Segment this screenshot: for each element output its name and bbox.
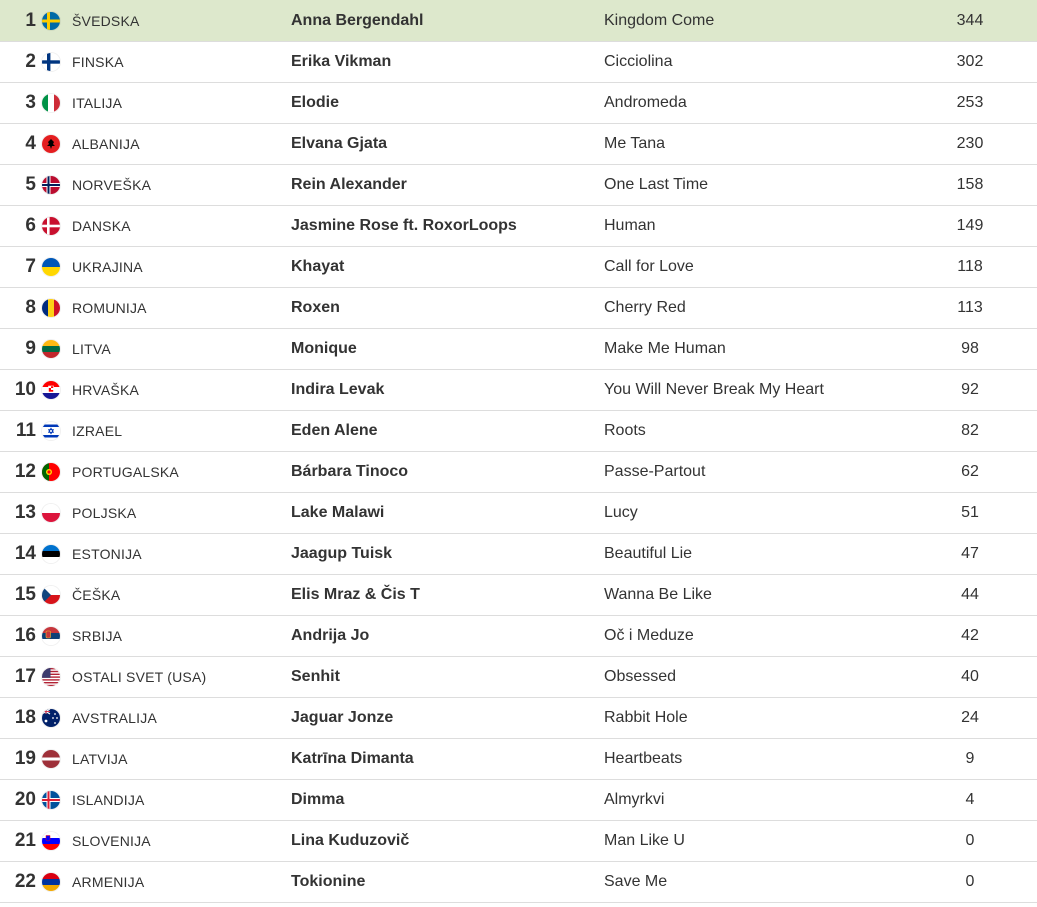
table-row [0,329,1037,370]
country-name: AVSTRALIJA [72,710,157,726]
points-value: 40 [961,668,979,685]
artist-name: Eden Alene [291,422,378,439]
artist-name: Elodie [291,94,340,111]
rs-flag-icon [42,627,60,645]
artist-name: Indira Levak [291,381,385,398]
rank-number: 21 [14,830,36,851]
country-name: PORTUGALSKA [72,464,179,480]
table-row [0,657,1037,698]
points-value: 158 [956,176,984,193]
artist-name: Tokionine [291,873,366,890]
song-title: You Will Never Break My Heart [604,381,824,398]
table-row [0,83,1037,124]
points-value: 149 [956,217,984,234]
am-flag-icon [42,873,60,891]
rank-number: 2 [25,51,36,72]
points-value: 47 [961,545,979,562]
artist-name: Andrija Jo [291,627,370,644]
table-row [0,124,1037,165]
country-name: ROMUNIJA [72,300,147,316]
table-row [0,42,1037,83]
rank-number: 15 [14,584,36,605]
lt-flag-icon [42,340,60,358]
artist-name: Lake Malawi [291,504,385,521]
us-flag-icon [42,668,60,686]
rank-number: 8 [25,297,36,318]
country-name: LITVA [72,341,111,357]
it-flag-icon [42,94,60,112]
ro-flag-icon [42,299,60,317]
rank-number: 9 [25,338,36,359]
song-title: One Last Time [604,176,709,193]
si-flag-icon [42,832,60,850]
cz-flag-icon [42,586,60,604]
artist-name: Katrīna Dimanta [291,750,414,767]
is-flag-icon [42,791,60,809]
song-title: Heartbeats [604,750,683,767]
points-value: 24 [961,709,979,726]
country-name: NORVEŠKA [72,177,152,193]
artist-name: Roxen [291,299,340,316]
points-value: 253 [956,94,984,111]
points-value: 4 [965,791,975,808]
table-row [0,739,1037,780]
song-title: Save Me [604,873,668,890]
no-flag-icon [42,176,60,194]
points-value: 113 [957,299,983,316]
song-title: Rabbit Hole [604,709,688,726]
song-title: Human [604,217,656,234]
rank-number: 7 [25,256,36,277]
artist-name: Monique [291,340,357,357]
rank-number: 16 [14,625,36,646]
country-name: SLOVENIJA [72,833,151,849]
table-row [0,370,1037,411]
artist-name: Elis Mraz & Čis T [291,586,420,603]
table-row [0,247,1037,288]
artist-name: Senhit [291,668,340,685]
country-name: ISLANDIJA [72,792,145,808]
points-value: 302 [956,53,984,70]
artist-name: Erika Vikman [291,53,392,70]
song-title: Beautiful Lie [604,545,693,562]
country-name: ALBANIJA [72,136,140,152]
table-row [0,780,1037,821]
points-value: 62 [961,463,979,480]
song-title: Andromeda [604,94,687,111]
artist-name: Khayat [291,258,345,275]
artist-name: Dimma [291,791,345,808]
table-row [0,616,1037,657]
table-row [0,534,1037,575]
rank-number: 5 [25,174,36,195]
table-row [0,862,1037,903]
song-title: Oč i Meduze [604,627,694,644]
country-name: ŠVEDSKA [72,12,140,29]
song-title: Lucy [604,504,638,521]
rank-number: 18 [14,707,36,728]
points-value: 51 [961,504,979,521]
song-title: Man Like U [604,832,685,849]
rank-number: 11 [15,420,36,441]
se-flag-icon [42,12,60,30]
rank-number: 17 [14,666,36,687]
ee-flag-icon [42,545,60,563]
song-title: Almyrkvi [604,791,665,808]
rank-number: 4 [25,133,36,154]
points-value: 344 [956,11,984,29]
song-title: Passe-Partout [604,463,706,480]
points-value: 42 [961,627,979,644]
country-name: FINSKA [72,54,124,70]
rank-number: 10 [14,379,36,400]
country-name: DANSKA [72,218,131,234]
table-row [0,411,1037,452]
artist-name: Elvana Gjata [291,135,388,152]
artist-name: Rein Alexander [291,176,407,193]
points-value: 92 [961,381,979,398]
rank-number: 12 [14,461,36,482]
points-value: 118 [957,258,983,275]
points-value: 0 [965,832,975,849]
country-name: ARMENIJA [72,874,145,890]
table-row [0,493,1037,534]
song-title: Call for Love [604,258,694,275]
table-row [0,821,1037,862]
table-row [0,698,1037,739]
song-title: Make Me Human [604,340,726,357]
artist-name: Bárbara Tinoco [291,463,409,480]
country-name: POLJSKA [72,505,137,521]
country-name: ITALIJA [72,95,123,111]
hr-flag-icon [42,381,60,399]
song-title: Me Tana [604,135,666,152]
table-row [0,206,1037,247]
points-value: 0 [965,873,975,890]
lv-flag-icon [42,750,60,768]
song-title: Roots [604,422,646,439]
song-title: Obsessed [604,668,677,685]
country-name: SRBIJA [72,628,123,644]
points-value: 230 [956,135,984,152]
rank-number: 1 [25,9,36,31]
au-flag-icon [42,709,60,727]
artist-name: Anna Bergendahl [291,11,424,29]
rank-number: 19 [14,748,36,769]
points-value: 9 [965,750,975,767]
table-row [0,452,1037,493]
country-name: UKRAJINA [72,259,143,275]
country-name: ČEŠKA [72,587,121,603]
rank-number: 6 [25,215,36,236]
points-value: 82 [961,422,979,439]
table-row [0,165,1037,206]
points-value: 44 [961,586,979,603]
table-row [0,575,1037,616]
rank-number: 13 [14,502,36,523]
artist-name: Jasmine Rose ft. RoxorLoops [291,217,517,234]
table-row [0,288,1037,329]
pt-flag-icon [42,463,60,481]
artist-name: Jaguar Jonze [291,709,394,726]
artist-name: Jaagup Tuisk [291,545,393,562]
al-flag-icon [42,135,60,153]
artist-name: Lina Kuduzovič [291,832,410,849]
country-name: OSTALI SVET (USA) [72,669,207,685]
table-row [0,0,1037,42]
country-name: ESTONIJA [72,546,142,562]
country-name: HRVAŠKA [72,382,140,398]
song-title: Wanna Be Like [604,586,712,603]
ua-flag-icon [42,258,60,276]
country-name: LATVIJA [72,751,128,767]
pl-flag-icon [42,504,60,522]
rank-number: 3 [25,92,36,113]
song-title: Cherry Red [604,299,686,316]
fi-flag-icon [42,53,60,71]
dk-flag-icon [42,217,60,235]
rank-number: 20 [14,789,36,810]
rank-number: 14 [14,543,36,564]
song-title: Cicciolina [604,53,673,70]
points-value: 98 [961,340,979,357]
song-title: Kingdom Come [604,11,715,29]
rank-number: 22 [14,871,36,892]
country-name: IZRAEL [72,423,123,439]
il-flag-icon [42,422,60,440]
